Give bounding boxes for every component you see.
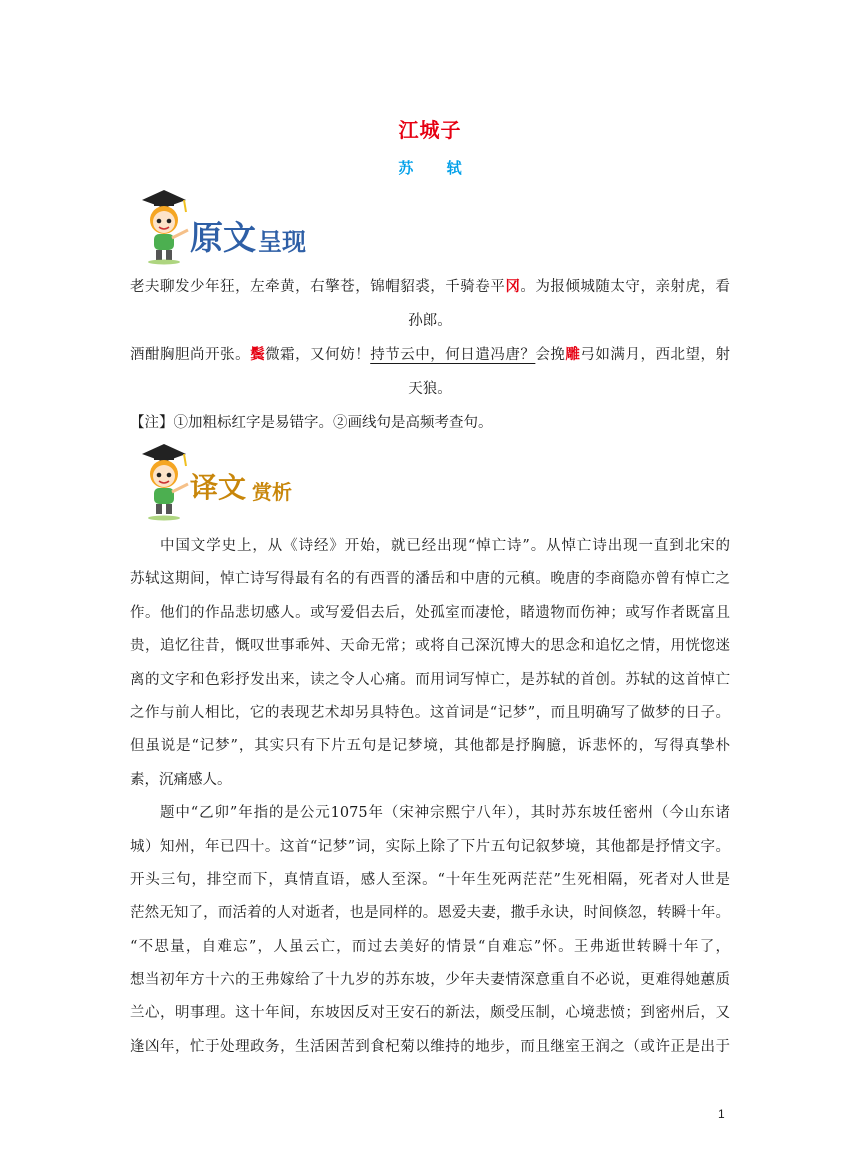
poem-segment: 酒酣胸胆尚开张。 [130,347,251,363]
doc-author: 苏 轼 [398,159,476,177]
poem-segment: 。为报倾城随太守，亲射虎，看 [520,279,730,295]
poem-segment: 老夫聊发少年狂，左牵黄，右擎苍，锦帽貂裘，千骑卷平 [130,279,506,295]
section-heading-a: 译文 [190,471,247,504]
prose-line: 开头三句，排空而下，真情直语，感人至深。“十年生死两茫茫”生死相隔，死者对人世是 [130,871,730,888]
prose-line: 但虽说是“记梦”，其实只有下片五句是记梦境，其他都是抒胸臆，诉悲怀的，写得真挚朴 [130,738,730,755]
prose-line: 城）知州，年已四十。这首“记梦”词，实际上除了下片五句记叙梦境，其他都是抒情文字。 [130,838,730,855]
section-heading-a: 原文 [190,218,256,257]
section-banner-original [128,186,348,266]
poem-segment: 弓如满月，西北望，射 [580,347,730,363]
prose-line: 题中“乙卯”年指的是公元1075年（宋神宗熙宁八年），其时苏东坡任密州（今山东诸 [160,805,730,822]
prose-line: 中国文学史上，从《诗经》开始，就已经出现“悼亡诗”。从悼亡诗出现一直到北宋的 [160,538,730,554]
typo-prone-char: 雕 [565,346,581,363]
section-heading-b: 赏析 [252,480,292,504]
key-quote: 持节云中，何日遣冯唐？ [370,347,536,363]
section-heading-b: 呈现 [258,227,306,256]
prose-line: 逢凶年，忙于处理政务，生活困苦到食杞菊以维持的地步，而且继室王润之（或许正是出于 [130,1038,730,1055]
prose-line: 苏轼这期间，悼亡诗写得最有名的有西晋的潘岳和中唐的元稹。晚唐的李商隐亦曾有悼亡之 [130,571,730,588]
doc-title: 江城子 [398,118,462,142]
analysis-text [130,530,730,1064]
poem-line [130,270,730,304]
cartoon-graduate-girl-icon [128,440,192,524]
poem-note: 【注】①加粗标红字是易错字。②画线句是高频考查句。 [130,415,493,431]
prose-line: 作。他们的作品悲切感人。或写爱侣去后，处孤室而凄怆，睹遗物而伤神；或写作者既富且 [130,604,730,621]
prose-line: 茫然无知了，而活着的人对逝者，也是同样的。恩爱夫妻，撒手永诀，时间倏忽，转瞬十年。 [130,905,730,922]
prose-line: 素，沉痛感人。 [130,771,232,788]
cartoon-graduate-girl-icon [128,186,192,266]
poem-segment: 微霜，又何妨！ [265,347,371,363]
prose-line: 贵，追忆往昔，慨叹世事乖舛、天命无常；或将自己深沉博大的思念和追忆之情，用恍惚迷 [130,638,730,655]
poem-line: 天狼。 [408,381,452,397]
poem-text [130,270,730,440]
page-number: 1 [718,1107,725,1121]
typo-prone-char: 冈 [505,278,521,295]
typo-prone-char: 鬓 [250,346,266,363]
poem-segment: 会挽 [535,347,566,363]
section-banner-translation [128,440,348,520]
prose-line: “不思量，自难忘”，人虽云亡，而过去美好的情景“自难忘”怀。王弗逝世转瞬十年了， [130,938,730,955]
prose-line: 之作与前人相比，它的表现艺术却另具特色。这首词是“记梦”，而且明确写了做梦的日子。 [130,704,730,721]
prose-line: 兰心，明事理。这十年间，东坡因反对王安石的新法，颇受压制，心境悲愤；到密州后，又 [130,1005,730,1022]
prose-line: 离的文字和色彩抒发出来，读之令人心痛。而用词写悼亡，是苏轼的首创。苏轼的这首悼亡 [130,671,730,688]
poem-line: 孙郎。 [408,313,452,329]
poem-line [130,338,730,372]
prose-line: 想当初年方十六的王弗嫁给了十九岁的苏东坡，少年夫妻情深意重自不必说，更难得她蕙质 [130,972,730,989]
